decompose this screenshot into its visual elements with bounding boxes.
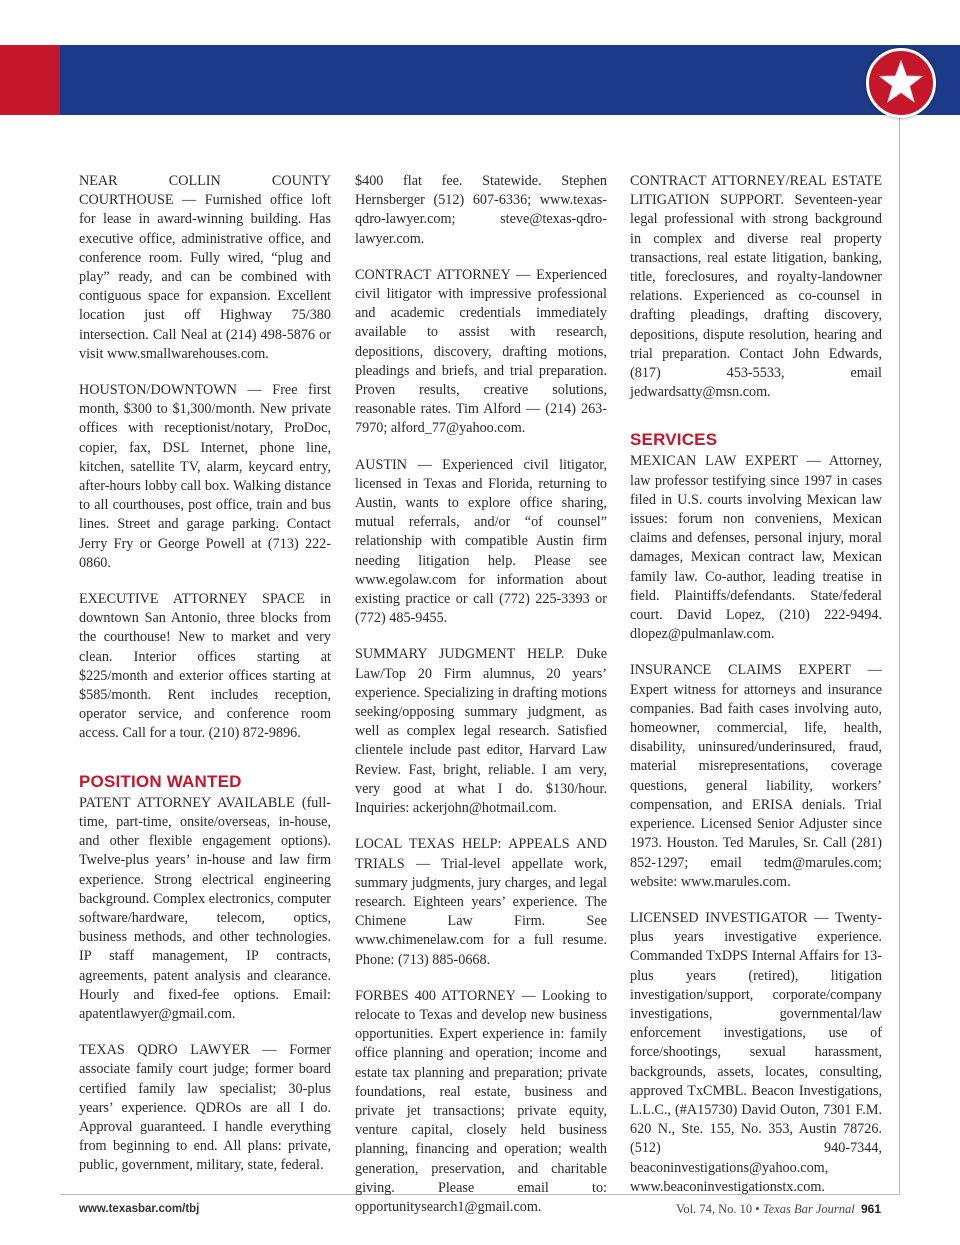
classified-ad-qdro-continued: $400 flat fee. Statewide. Stephen Hernsberger (512) 607-6336; www.texas-qdro-lawyer.com; steve@texas-qdro-lawyer.com.: [355, 173, 607, 247]
footer-volume: Vol. 74, No. 10: [676, 1202, 753, 1216]
star-badge: [866, 48, 936, 118]
classified-ad-licensed-investigator: LICENSED INVESTIGATOR — Twenty-plus years investigative experience. Commanded TxDPS Internal Affairs for 13-plus years (retired), litigation investigation/support, corporate/company investigations, governmental/law enforcement investigations, use of force/shootings, sexual harassment, backgrounds, assets, locates, consulting, approved TxCMBL. Beacon Investigations, L.L.C., (#A15730) David Outon, 7301 F.M. 620 N., Ste. 155, No. 353, Austin 78726. (512) 940-7344, beaconinvestigations@yahoo.com, www.beaconinvestigationstx.com.: [630, 909, 882, 1195]
section-heading-position-wanted: POSITION WANTED: [79, 771, 242, 791]
classified-ad-real-estate-litigation: CONTRACT ATTORNEY/REAL ESTATE LITIGATION SUPPORT. Seventeen-year legal professional with strong background in complex and diverse real property transactions, real estate litigation, banking, title, foreclosures, and royalty-landowner relations. Experienced as co-counsel in drafting pleadings, drafting discovery, depositions, dispute resolution, hearing and trial preparation. Contact John Edwards, (817) 453-5533, email jedwardsatty@msn.com.: [630, 173, 882, 401]
classified-ad-local-texas-help: LOCAL TEXAS HELP: APPEALS AND TRIALS — Trial-level appellate work, summary judgments, jury charges, and legal research. Eighteen years’ experience. The Chimene Law Firm. See www.chimenelaw.com for a full resume. Phone: (713) 885-0668.: [355, 836, 607, 968]
classified-ad-insurance-claims-expert: INSURANCE CLAIMS EXPERT — Expert witness for attorneys and insurance companies. Bad faith cases involving auto, homeowner, commercial, life, health, disability, uninsured/underinsured, fraud, material misrepresentations, coverage questions, general liability, workers’ compensation, and ERISA denials. Trial experience. Licensed Senior Adjuster since 1973. Houston. Ted Marules, Sr. Call (281) 852-1297; email tedm@marules.com; website: www.marules.com.: [630, 662, 882, 890]
footer-url[interactable]: www.texasbar.com/tbj: [79, 1203, 200, 1215]
classified-ad-patent-attorney: PATENT ATTORNEY AVAILABLE (full-time, part-time, onsite/overseas, in-house, and other flexible engagement options). Twelve-plus years’ in-house and law firm experience. Strong electrical engineering background. Complex electronics, computer software/hardware, telecom, optics, business methods, and other technologies. IP staff management, IP contracts, agreements, patent analysis and clearance. Hourly and fixed-fee options. Email: apatentlawyer@gmail.com.: [79, 794, 331, 1022]
footer-journal: Texas Bar Journal: [762, 1202, 855, 1216]
classified-ad-executive-attorney-space: EXECUTIVE ATTORNEY SPACE in downtown San Antonio, three blocks from the courthouse! New to market and very clean. Interior offices starting at $225/month and exterior offices starting at $585/month. Rent includes reception, operator service, and conference room access. Call for a tour. (210) 872-9896.: [79, 591, 331, 742]
section-heading-services: SERVICES: [630, 430, 718, 450]
column-3: [630, 172, 882, 1214]
classified-ad-collin-county: NEAR COLLIN COUNTY COURTHOUSE — Furnished office loft for lease in award-winning building. Has executive office, administrative office, and conference room. Fully wired, “plug and play” ready, and can be combined with contiguous space for expansion. Excellent location just off Highway 75/380 intersection. Call Neal at (214) 498-5876 or visit www.smallwarehouses.com.: [79, 173, 331, 362]
classified-ad-forbes-400: FORBES 400 ATTORNEY — Looking to relocate to Texas and develop new business opportunities. Expert experience in: family office planning and operation; income and estate tax planning and preparation; private foundations, real estate, business and private jet transactions; private equity, venture capital, closely held business planning, financing and operation; wealth generation, preservation, and charitable giving. Please email to: opportunitysearch1@gmail.com.: [355, 987, 607, 1215]
classified-ad-austin: AUSTIN — Experienced civil litigator, licensed in Texas and Florida, returning to Austin, wants to explore office sharing, mutual referrals, and/or “of counsel” relationship with compatible Austin firm needing litigation help. Please see www.egolaw.com for information about existing practice or call (772) 225-3393 or (772) 485-9455.: [355, 456, 607, 627]
column-2: [355, 172, 607, 1234]
footer-info: [676, 1202, 881, 1217]
classified-ad-mexican-law-expert: MEXICAN LAW EXPERT — Attorney, law professor testifying since 1997 in cases filed in U.S. courts involving Mexican law issues: forum non conveniens, Mexican claims and defenses, personal injury, moral damages, Mexican contract law, Mexican family law. Co-author, leading treatise in field. Plaintiffs/defendants. State/federal court. David Lopez, (210) 222-9494. dlopez@pulmanlaw.com.: [630, 453, 882, 643]
classified-ad-contract-attorney: CONTRACT ATTORNEY — Experienced civil litigator with impressive professional and academic credentials immediately available to assist with research, depositions, discovery, drafting motions, pleadings and briefs, and trial preparation. Proven results, creative solutions, reasonable rates. Tim Alford — (214) 263-7970; alford_77@yahoo.com.: [355, 266, 607, 437]
classified-ad-summary-judgment: SUMMARY JUDGMENT HELP. Duke Law/Top 20 Firm alumnus, 20 years’ experience. Specializing in drafting motions seeking/opposing summary judgment, as well as complex legal research. Satisfied clientele include past editor, Harvard Law Review. Fast, bright, reliable. I am very, very good at what I do. $130/hour. Inquiries: ackerjohn@hotmail.com.: [355, 646, 607, 817]
classified-ad-houston-downtown: HOUSTON/DOWNTOWN — Free first month, $300 to $1,300/month. New private offices with receptionist/notary, ProDoc, copier, fax, DSL Internet, phone line, kitchen, satellite TV, alarm, keycard entry, after-hours lobby call box. Walking distance to all courthouses, post office, train and bus lines. Street and garage parking. Contact Jerry Fry or George Powell at (713) 222-0860.: [79, 382, 331, 571]
page-number: 961: [860, 1202, 881, 1216]
header-blue-bar: [60, 45, 960, 115]
footer-bullet: •: [755, 1202, 760, 1216]
column-1: [79, 172, 331, 1193]
header-red-bar: [0, 45, 60, 115]
classified-ad-texas-qdro-lawyer: TEXAS QDRO LAWYER — Former associate family court judge; former board certified family law specialist; 30-plus years’ experience. QDROs are all I do. Approval guaranteed. I handle everything from beginning to end. All plans: private, public, government, military, state, federal.: [79, 1042, 331, 1174]
star-icon: [878, 59, 924, 105]
